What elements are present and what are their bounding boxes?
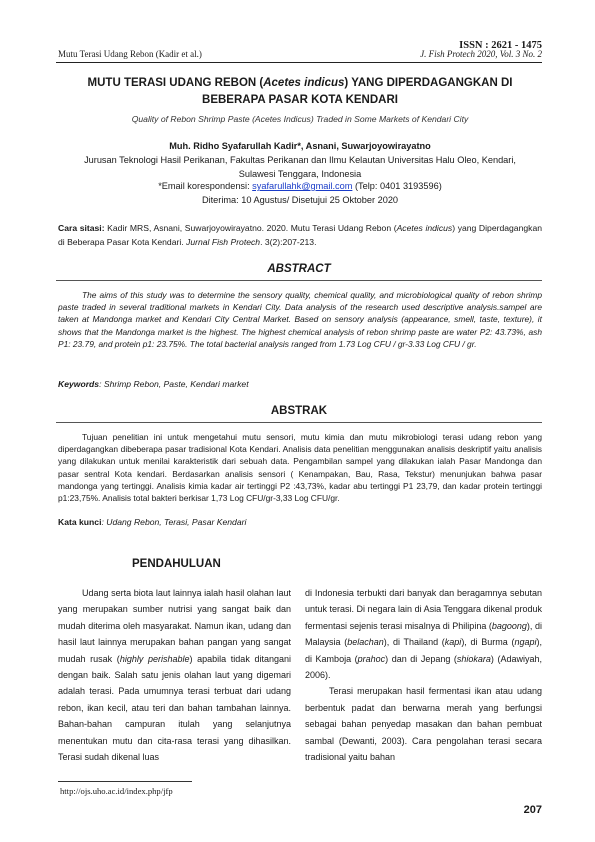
author-list: Muh. Ridho Syafarullah Kadir*, Asnani, Suwarjoyowirayatno [169,141,431,151]
running-title: Mutu Terasi Udang Rebon (Kadir et al.) [58,49,202,59]
article-subtitle: Quality of Rebon Shrimp Paste (Acetes Indicus) Traded in Some Markets of Kendari City [131,114,469,124]
correspondence: *Email korespondensi: syafarullahk@gmail.com (Telp: 0401 3193596) [158,181,442,191]
issn-number: ISSN : 2621 - 1475 [459,40,542,51]
abstrak-heading: ABSTRAK [270,405,328,417]
keywords: Keywords: Shrimp Rebon, Paste, Kendari market [58,379,249,389]
email-link[interactable]: syafarullahk@gmail.com [252,181,353,191]
abstract-text: The aims of this study was to determine the sensory quality, chemical quality, and microbiological quality of rebon shrimp paste traded in several traditional markets in Kendari City. Data analysis of the research used descriptive analysis.sampel are taken at Mandonga market and Kendari City Central Market. Based on sensory analysis (appearance, smell, taste, texture), it shows that the Mandonga market is the highest. The highest chemical analysis of rebon shrimp paste are water P2: 43.73%, ash P1: 23.79, and protein p1: 23.75%. The total bacterial analysis ranged from 1.73 Log CFU / gr-3.33 Log CFU / gr. [58,290,542,349]
journal-reference: J. Fish Protech 2020, Vol. 3 No. 2 [420,49,542,59]
abstrak-text: Tujuan penelitian ini untuk mengetahui mutu sensori, mutu kimia dan mutu mikrobiologi terasi udang rebon yang diperdagangkan dibeberapa pasar tradisional Kota Kendari. Analisis data penelitian menggunakan analisis deskriptif yaitu analisis yang dilakukan untuk menilai karakteristik dari sebuah data. Pengambilan sampel yang dilakukan ialah Pasar Mandonga dan pasar sentral Kota kendari. Berdasarkan analisis sensori ( Kenampakan, Bau, Rasa, Tekstur) menunjukan bahwa pasar mandonga yang tertinggi. Analisis kimia kadar air tertinggi P2 :43,73%, kadar abu tertinggi P1 23,79, dan kadar protein tertinggi p1:23,75%. Analisis total bakteri berkisar 1,73 Log CFU/gr-3,33 Log CFU/gr. [58,432,542,504]
affiliation [60,154,540,181]
article-title: MUTU TERASI UDANG REBON (Acetes indicus) YANG DIPERDAGANGKAN DI BEBERAPA PASAR KOTA KENDARI [87,77,513,106]
affiliation-line-2: Sulawesi Tenggara, Indonesia [238,168,362,179]
intro-paragraph-1-continued: di Indonesia terbukti dari banyak dan beragamnya sebutan untuk terasi. Di negara lain di Asia Tenggara dikenal produk fermentasi sejenis terasi misalnya di Philipina (bagoong), di Malaysia (belachan), di Thailand (kapi), di Burma (ngapi), di Kamboja (prahoc) dan di Jepang (shiokara) (Adawiyah, 2006). [305,588,542,681]
journal-url[interactable]: http://ojs.uho.ac.id/index.php/jfp [60,786,173,796]
footer-divider [58,781,192,782]
intro-column-left [58,585,291,765]
kata-kunci: Kata kunci: Udang Rebon, Terasi, Pasar Kendari [58,517,247,527]
affiliation-line-1: Jurusan Teknologi Hasil Perikanan, Fakultas Perikanan dan Ilmu Kelautan Universitas Halu Oleo, Kendari, [84,155,516,165]
citation-label: Cara sitasi: [58,223,105,233]
page-number: 207 [523,804,542,816]
intro-column-right [305,585,542,765]
section-heading-pendahuluan: PENDAHULUAN [132,558,221,570]
citation: Cara sitasi: Kadir MRS, Asnani, Suwarjoyowirayatno. 2020. Mutu Terasi Udang Rebon (Acetes indicus) yang Diperdagangkan di Beberapa Pasar Kota Kendari. Jurnal Fish Protech. 3(2):207-213. [58,223,543,247]
intro-paragraph-2: Terasi merupakan hasil fermentasi ikan atau udang berbentuk padat dan berwarna merah yang berfungsi sebagai bahan penyedap masakan dan bahan pembuat sambal (Dewanti, 2003). Cara pengolahan terasi secara tradisional yaitu bahan [305,686,542,763]
intro-paragraph-1: Udang serta biota laut lainnya ialah hasil olahan laut yang merupakan sumber nutrisi yang sangat baik dan mudah diterima oleh masyarakat. Namun ikan, udang dan hasil laut lainnya merupakan bahan pangan yang sangat mudah rusak (highly perishable) apabila tidak ditangani dengan baik. Salah satu jenis olahan laut yang digemari adalah terasi. Pada umumnya terasi terbuat dari udang rebon, ikan kecil, atau teri dan bahan tambahan lainnya. Bahan-bahan campuran itulah yang selanjutnya menentukan mutu dan cita-rasa terasi yang dihasilkan. Terasi sudah dikenal luas [58,588,291,763]
abstract-divider [56,280,542,281]
abstrak-divider [56,422,542,423]
abstract-heading: ABSTRACT [267,263,331,275]
header-divider [56,62,542,63]
received-accepted-dates: Diterima: 10 Agustus/ Disetujui 25 Oktober 2020 [201,195,399,205]
